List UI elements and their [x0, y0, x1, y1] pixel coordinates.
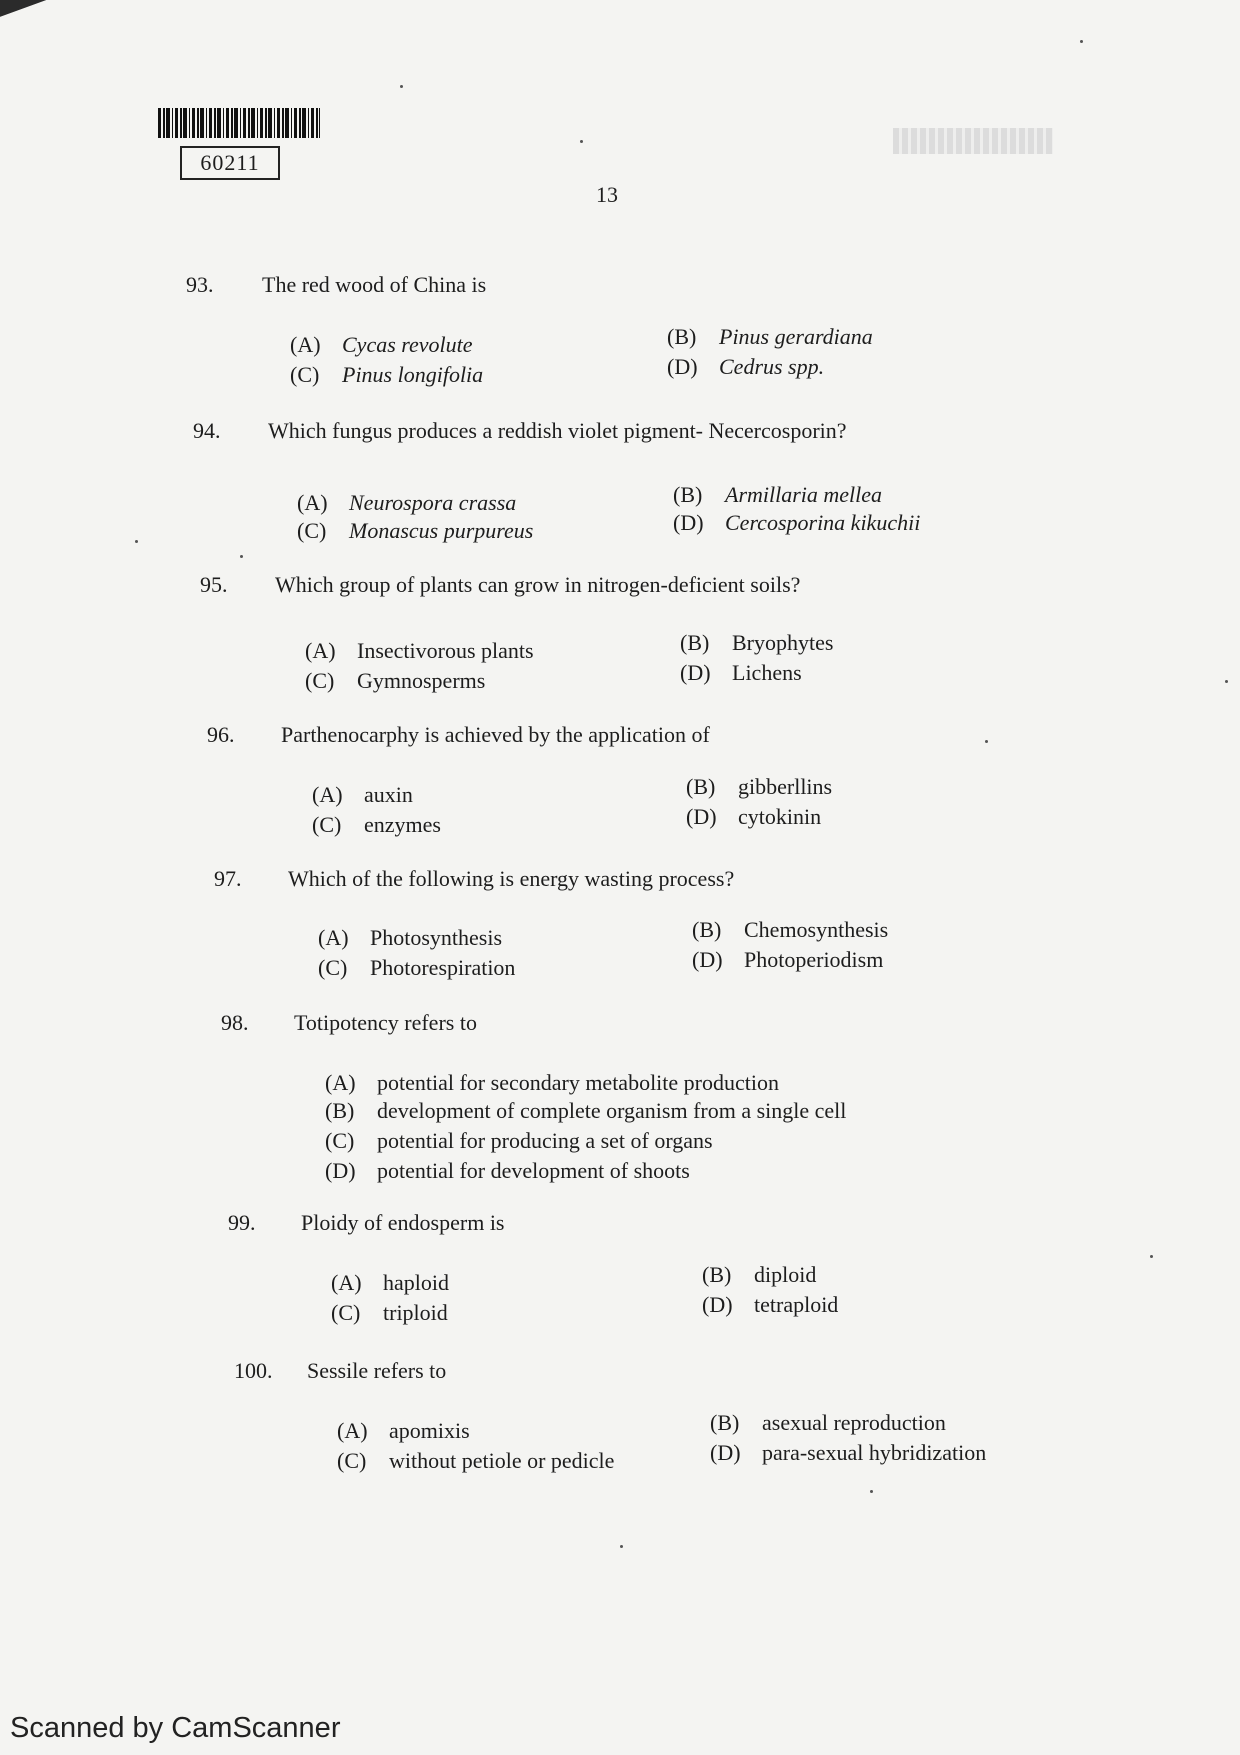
- option-b: [710, 1410, 946, 1436]
- option-label: (A): [312, 782, 343, 807]
- option-label: (C): [331, 1300, 361, 1325]
- option-label: (A): [305, 638, 336, 663]
- scan-speck: [620, 1545, 623, 1548]
- scan-speck: [1225, 680, 1228, 683]
- option-b: [680, 630, 833, 656]
- scan-corner-mark: [0, 0, 70, 22]
- question-text: Parthenocarphy is achieved by the application of: [281, 722, 710, 747]
- option-label: (D): [686, 804, 717, 829]
- option-text: without petiole or pedicle: [389, 1448, 615, 1473]
- option-c: [290, 362, 483, 388]
- scan-speck: [135, 540, 138, 543]
- option-a: [297, 490, 516, 516]
- option-text: gibberllins: [738, 774, 833, 799]
- option-d: [686, 804, 821, 830]
- question-text: Which group of plants can grow in nitrogen-deficient soils?: [275, 572, 801, 597]
- option-text: development of complete organism from a single cell: [377, 1098, 847, 1123]
- option-a: [305, 638, 534, 664]
- option-text: Cedrus spp.: [719, 354, 825, 379]
- option-text: enzymes: [364, 812, 441, 837]
- question-text: Which fungus produces a reddish violet pigment- Necercosporin?: [268, 418, 847, 443]
- option-label: (D): [325, 1158, 356, 1183]
- option-a: [331, 1270, 449, 1296]
- option-a: [312, 782, 413, 808]
- option-label: (A): [325, 1070, 356, 1095]
- option-label: (A): [318, 925, 349, 950]
- option-b: [667, 324, 873, 350]
- option-label: (C): [318, 955, 348, 980]
- option-label: (C): [305, 668, 335, 693]
- option-d: [667, 354, 824, 380]
- option-b: [702, 1262, 816, 1288]
- question-number: 100.: [234, 1358, 273, 1383]
- option-label: (C): [312, 812, 342, 837]
- question-text: Ploidy of endosperm is: [301, 1210, 505, 1235]
- question-text: Totipotency refers to: [294, 1010, 477, 1035]
- option-d: [673, 510, 920, 536]
- option-label: (A): [290, 332, 321, 357]
- option-label: (C): [337, 1448, 367, 1473]
- option-c: [312, 812, 441, 838]
- scan-speck: [240, 555, 243, 558]
- option-text: triploid: [383, 1300, 448, 1325]
- option-text: Chemosynthesis: [744, 917, 889, 942]
- question-text: Which of the following is energy wasting process?: [288, 866, 735, 891]
- option-label: (B): [680, 630, 710, 655]
- scan-speck: [1150, 1255, 1153, 1258]
- option-c: [337, 1448, 614, 1474]
- option-text: para-sexual hybridization: [762, 1440, 987, 1465]
- option-text: potential for development of shoots: [377, 1158, 690, 1183]
- option-text: Armillaria mellea: [725, 482, 883, 507]
- question-number: 96.: [207, 722, 235, 747]
- option-text: haploid: [383, 1270, 449, 1295]
- option-a: [325, 1070, 779, 1096]
- option-text: Bryophytes: [732, 630, 834, 655]
- option-d: [680, 660, 802, 686]
- option-label: (D): [702, 1292, 733, 1317]
- option-c: [325, 1128, 713, 1154]
- option-text: apomixis: [389, 1418, 470, 1443]
- option-c: [305, 668, 485, 694]
- option-label: (B): [692, 917, 722, 942]
- option-label: (B): [702, 1262, 732, 1287]
- question-number: 98.: [221, 1010, 249, 1035]
- question-number: 97.: [214, 866, 242, 891]
- option-b: [686, 774, 832, 800]
- option-label: (D): [710, 1440, 741, 1465]
- option-d: [325, 1158, 690, 1184]
- option-text: potential for secondary metabolite production: [377, 1070, 779, 1095]
- option-text: Photosynthesis: [370, 925, 503, 950]
- option-label: (B): [673, 482, 703, 507]
- option-text: asexual reproduction: [762, 1410, 946, 1435]
- option-label: (B): [325, 1098, 355, 1123]
- option-b: [325, 1098, 846, 1124]
- option-text: Neurospora crassa: [349, 490, 517, 515]
- scanner-watermark: Scanned by CamScanner: [10, 1712, 341, 1744]
- scan-speck: [1080, 40, 1083, 43]
- scan-speck: [400, 85, 403, 88]
- option-a: [318, 925, 502, 951]
- option-d: [692, 947, 883, 973]
- option-text: potential for producing a set of organs: [377, 1128, 713, 1153]
- option-label: (D): [692, 947, 723, 972]
- option-b: [673, 482, 882, 508]
- question-number: 99.: [228, 1210, 256, 1235]
- option-label: (D): [667, 354, 698, 379]
- option-text: Pinus gerardiana: [719, 324, 873, 349]
- option-label: (A): [337, 1418, 368, 1443]
- faint-stamp: [893, 128, 1053, 154]
- option-label: (C): [325, 1128, 355, 1153]
- scan-speck: [580, 140, 583, 143]
- scan-speck: [870, 1490, 873, 1493]
- option-text: Photoperiodism: [744, 947, 884, 972]
- option-c: [331, 1300, 448, 1326]
- option-a: [290, 332, 473, 358]
- option-label: (B): [710, 1410, 740, 1435]
- option-label: (B): [686, 774, 716, 799]
- question-number: 93.: [186, 272, 214, 297]
- option-label: (A): [331, 1270, 362, 1295]
- option-text: Pinus longifolia: [342, 362, 484, 387]
- option-label: (D): [680, 660, 711, 685]
- paper-code: 60211: [180, 146, 280, 180]
- question-text: The red wood of China is: [262, 272, 487, 297]
- option-text: Cercosporina kikuchii: [725, 510, 921, 535]
- option-label: (D): [673, 510, 704, 535]
- option-text: Lichens: [732, 660, 802, 685]
- option-text: Insectivorous plants: [357, 638, 534, 663]
- question-text: Sessile refers to: [307, 1358, 447, 1383]
- option-text: Monascus purpureus: [349, 518, 534, 543]
- option-label: (A): [297, 490, 328, 515]
- option-text: diploid: [754, 1262, 817, 1287]
- option-d: [710, 1440, 986, 1466]
- option-a: [337, 1418, 470, 1444]
- option-text: Photorespiration: [370, 955, 516, 980]
- page-number: 13: [596, 182, 618, 207]
- option-text: tetraploid: [754, 1292, 839, 1317]
- option-text: Cycas revolute: [342, 332, 473, 357]
- option-text: auxin: [364, 782, 413, 807]
- option-text: cytokinin: [738, 804, 822, 829]
- option-label: (C): [297, 518, 327, 543]
- question-number: 94.: [193, 418, 221, 443]
- question-number: 95.: [200, 572, 228, 597]
- option-text: Gymnosperms: [357, 668, 486, 693]
- option-c: [297, 518, 533, 544]
- option-c: [318, 955, 515, 981]
- option-d: [702, 1292, 838, 1318]
- option-label: (B): [667, 324, 697, 349]
- scan-speck: [985, 740, 988, 743]
- option-b: [692, 917, 888, 943]
- option-label: (C): [290, 362, 320, 387]
- barcode: [158, 108, 320, 138]
